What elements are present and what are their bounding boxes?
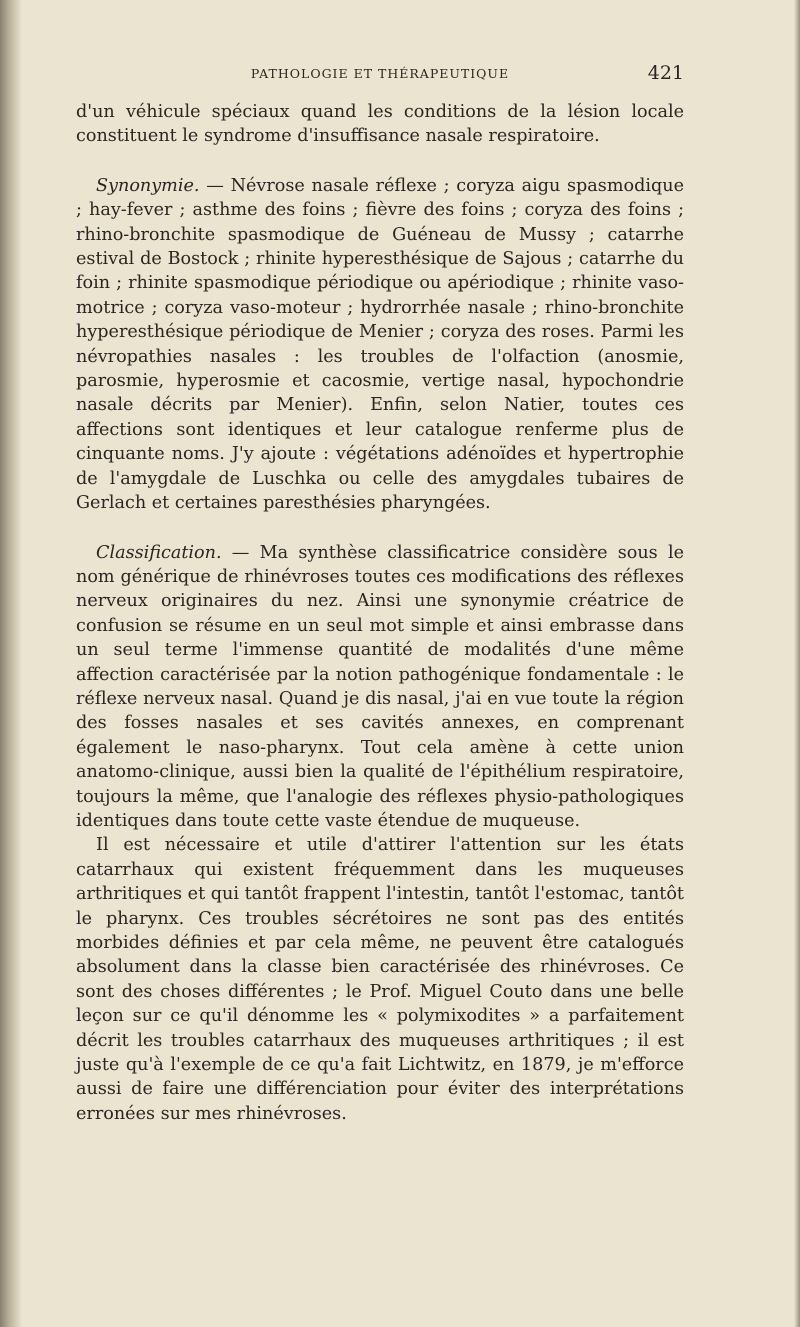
- paragraph-synonymie: [76, 174, 684, 516]
- page-edge: [794, 0, 800, 1327]
- binding-shadow: [0, 0, 22, 1327]
- synonymie-text: — Névrose nasale réflexe ; coryza aigu spasmodique ; hay-fever ; asthme des foins ; fièvre des foins ; coryza des foins ; rhino-bronchite spasmodique de Guéneau de Mussy ; catarrhe estival de Bostock ; rhinite hyperesthésique de Sajous ; catarrhe du foin ; rhinite spasmodique périodique ou apériodique ; rhinite vaso-motrice ; coryza vaso-moteur ; hydrorrhée nasale ; rhino-bronchite hyperesthésique périodique de Menier ; coryza des roses. Parmi les névropathies nasales : les troubles de l'olfaction (anosmie, parosmie, hyperosmie et cacosmie, vertige nasal, hypochondrie nasale décrits par Menier). Enfin, selon Natier, toutes ces affections sont identiques et leur catalogue renferme plus de cinquante noms. J'y ajoute : végétations adénoïdes et hypertrophie de l'amygdale de Luschka ou celle des amygdales tubaires de Gerlach et certaines paresthésies pharyngées.: [76, 175, 684, 514]
- paragraph-intro: d'un véhicule spéciaux quand les conditions de la lésion locale constituent le syndrome d'insuffisance nasale respiratoire.: [76, 102, 684, 147]
- paragraph-gap: [76, 516, 684, 541]
- body-text: [76, 100, 684, 1126]
- page-header: [76, 62, 684, 86]
- page-number: 421: [647, 62, 684, 84]
- paragraph-classification: [76, 541, 684, 834]
- synonymie-heading: Synonymie.: [96, 175, 200, 196]
- paragraph-final: Il est nécessaire et utile d'attirer l'attention sur les états catarrhaux qui existent fréquemment dans les muqueuses arthritiques et qui tantôt frappent l'intestin, tantôt l'estomac, tantôt le pharynx. Ces troubles sécrétoires ne sont pas des entités morbides définies et par cela même, ne peuvent être catalogués absolument dans la classe bien caractérisée des rhinévroses. Ce sont des choses différentes ; le Prof. Miguel Couto dans une belle leçon sur ce qu'il dénomme les « polymixodites » a parfaitement décrit les troubles catarrhaux des muqueuses arthritiques ; il est juste qu'à l'exemple de ce qu'a fait Lichtwitz, en 1879, je m'efforce aussi de faire une différenciation pour éviter des interprétations erronées sur mes rhinévroses.: [76, 835, 684, 1124]
- paragraph-gap: [76, 149, 684, 174]
- classification-heading: Classification.: [96, 542, 222, 563]
- classification-text: — Ma synthèse classificatrice considère sous le nom générique de rhinévroses toutes ces modifications des réflexes nerveux originaires du nez. Ainsi une synonymie créatrice de confusion se résume en un seul mot simple et ainsi embrasse dans un seul terme l'immense quantité de modalités d'une même affection caractérisée par la notion pathogénique fondamentale : le réflexe nerveux nasal. Quand je dis nasal, j'ai en vue toute la région des fosses nasales et ses cavités annexes, en comprenant également le naso-pharynx. Tout cela amène à cette union anatomo-clinique, aussi bien la qualité de l'épithélium respiratoire, toujours la même, que l'analogie des réflexes physio-pathologiques identiques dans toute cette vaste étendue de muqueuse.: [76, 542, 684, 831]
- running-title: PATHOLOGIE ET THÉRAPEUTIQUE: [250, 66, 510, 81]
